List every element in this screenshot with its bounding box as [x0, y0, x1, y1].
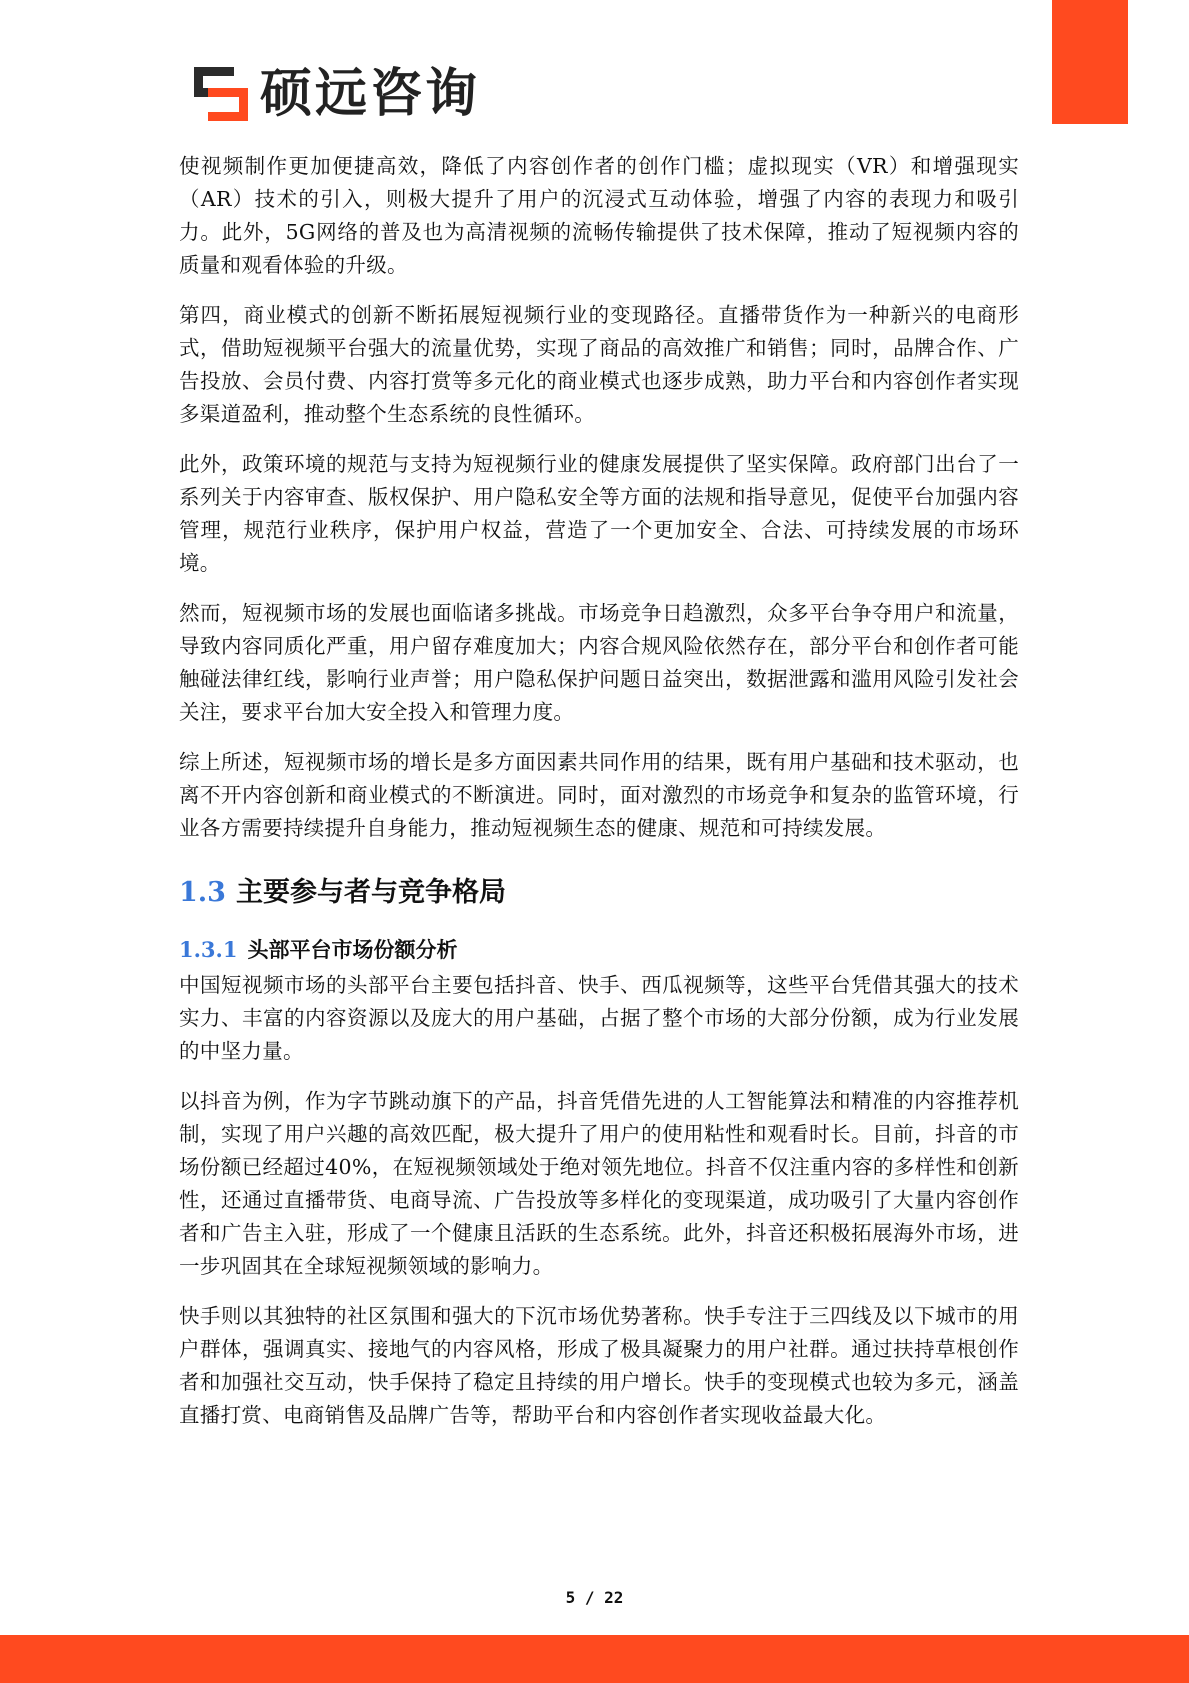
- footer-accent-bar: [0, 1635, 1189, 1683]
- brand-name: 硕远咨询: [260, 64, 481, 124]
- document-body: [179, 150, 1019, 1449]
- section-title: 主要参与者与竞争格局: [235, 877, 506, 908]
- paragraph-douyin: 以抖音为例，作为字节跳动旗下的产品，抖音凭借先进的人工智能算法和精准的内容推荐机制，实现了用户兴趣的高效匹配，极大提升了用户的使用粘性和观看时长。目前，抖音的市场份额已经超过40%，在短视频领域处于绝对领先地位。抖音不仅注重内容的多样性和创新性，还通过直播带货、电商导流、广告投放等多样化的变现渠道，成功吸引了大量内容创作者和广告主入驻，形成了一个健康且活跃的生态系统。此外，抖音还积极拓展海外市场，进一步巩固其在全球短视频领域的影响力。: [179, 1089, 1019, 1278]
- brand-logo: [194, 64, 480, 124]
- brand-logo-icon: [194, 67, 248, 121]
- subsection-number: 1.3.1: [179, 937, 238, 962]
- section-heading: [179, 873, 1019, 913]
- paragraph-policy: 此外，政策环境的规范与支持为短视频行业的健康发展提供了坚实保障。政府部门出台了一系列关于内容审查、版权保护、用户隐私安全等方面的法规和指导意见，促使平台加强内容管理，规范行业秩序，保护用户权益，营造了一个更加安全、合法、可持续发展的市场环境。: [179, 452, 1019, 575]
- paragraph-tech-upgrade: 使视频制作更加便捷高效，降低了内容创作者的创作门槛；虚拟现实（VR）和增强现实（AR）技术的引入，则极大提升了用户的沉浸式互动体验，增强了内容的表现力和吸引力。此外，5G网络的普及也为高清视频的流畅传输提供了技术保障，推动了短视频内容的质量和观看体验的升级。: [179, 154, 1019, 277]
- paragraph-business-model: 第四，商业模式的创新不断拓展短视频行业的变现路径。直播带货作为一种新兴的电商形式，借助短视频平台强大的流量优势，实现了商品的高效推广和销售；同时，品牌合作、广告投放、会员付费、内容打赏等多元化的商业模式也逐步成熟，助力平台和内容创作者实现多渠道盈利，推动整个生态系统的良性循环。: [179, 303, 1019, 426]
- subsection-title: 头部平台市场份额分析: [247, 938, 458, 962]
- paragraph-leading-platforms: 中国短视频市场的头部平台主要包括抖音、快手、西瓜视频等，这些平台凭借其强大的技术实力、丰富的内容资源以及庞大的用户基础，占据了整个市场的大部分份额，成为行业发展的中坚力量。: [179, 973, 1019, 1063]
- section-number: 1.3: [179, 877, 226, 908]
- page-number: 5 / 22: [565, 1588, 624, 1607]
- paragraph-challenges: 然而，短视频市场的发展也面临诸多挑战。市场竞争日趋激烈，众多平台争夺用户和流量，导致内容同质化严重，用户留存难度加大；内容合规风险依然存在，部分平台和创作者可能触碰法律红线，影响行业声誉；用户隐私保护问题日益突出，数据泄露和滥用风险引发社会关注，要求平台加大安全投入和管理力度。: [179, 601, 1019, 724]
- paragraph-kuaishou: 快手则以其独特的社区氛围和强大的下沉市场优势著称。快手专注于三四线及以下城市的用户群体，强调真实、接地气的内容风格，形成了极具凝聚力的用户社群。通过扶持草根创作者和加强社交互动，快手保持了稳定且持续的用户增长。快手的变现模式也较为多元，涵盖直播打赏、电商销售及品牌广告等，帮助平台和内容创作者实现收益最大化。: [179, 1304, 1019, 1427]
- paragraph-summary: 综上所述，短视频市场的增长是多方面因素共同作用的结果，既有用户基础和技术驱动，也离不开内容创新和商业模式的不断演进。同时，面对激烈的市场竞争和复杂的监管环境，行业各方需要持续提升自身能力，推动短视频生态的健康、规范和可持续发展。: [179, 750, 1019, 840]
- corner-accent-tab: [1052, 0, 1128, 124]
- subsection-heading: [179, 933, 1019, 967]
